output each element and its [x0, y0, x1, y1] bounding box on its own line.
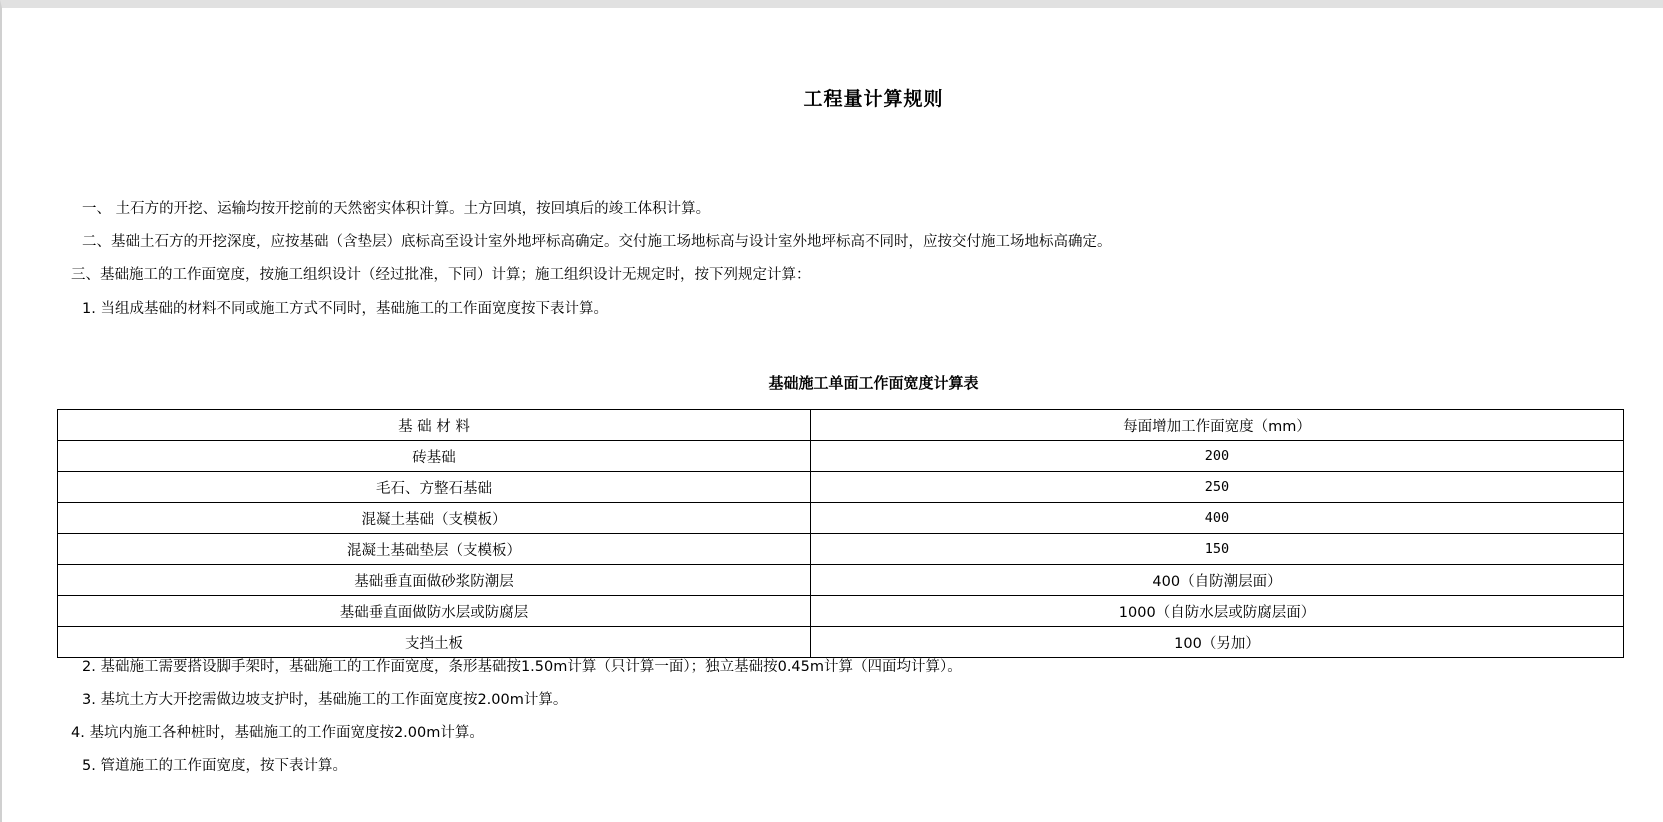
width-cell: 250	[811, 472, 1624, 503]
table-title: 基础施工单面工作面宽度计算表	[768, 374, 979, 392]
work-surface-width-table	[57, 409, 1624, 658]
header-material: 基 础 材 料	[58, 410, 811, 441]
table-row	[58, 534, 1624, 565]
paragraph-4: 1. 当组成基础的材料不同或施工方式不同时，基础施工的工作面宽度按下表计算。	[82, 301, 608, 317]
width-cell: 100（另加）	[811, 627, 1624, 658]
header-width: 每面增加工作面宽度（mm）	[811, 410, 1624, 441]
table-row	[58, 627, 1624, 658]
table-header-row	[58, 410, 1624, 441]
document-title: 工程量计算规则	[803, 88, 944, 110]
table-row	[58, 596, 1624, 627]
note-3: 3. 基坑土方大开挖需做边坡支护时，基础施工的工作面宽度按2.00m计算。	[82, 692, 568, 708]
note-5: 5. 管道施工的工作面宽度，按下表计算。	[82, 758, 347, 774]
table-row	[58, 441, 1624, 472]
width-cell: 400	[811, 503, 1624, 534]
width-cell: 400（自防潮层面）	[811, 565, 1624, 596]
material-cell: 基础垂直面做砂浆防潮层	[58, 565, 811, 596]
note-2: 2. 基础施工需要搭设脚手架时，基础施工的工作面宽度，条形基础按1.50m计算（只计算一面）；独立基础按0.45m计算（四面均计算）。	[82, 659, 962, 675]
paragraph-1: 一、 土石方的开挖、运输均按开挖前的天然密实体积计算。土方回填，按回填后的竣工体积计算。	[82, 201, 711, 217]
material-cell: 砖基础	[58, 441, 811, 472]
width-cell: 200	[811, 441, 1624, 472]
note-4: 4. 基坑内施工各种桩时，基础施工的工作面宽度按2.00m计算。	[71, 725, 484, 741]
width-cell: 1000（自防水层或防腐层面）	[811, 596, 1624, 627]
material-cell: 毛石、方整石基础	[58, 472, 811, 503]
material-cell: 支挡土板	[58, 627, 811, 658]
material-cell: 基础垂直面做防水层或防腐层	[58, 596, 811, 627]
table-row	[58, 503, 1624, 534]
table-row	[58, 472, 1624, 503]
material-cell: 混凝土基础（支模板）	[58, 503, 811, 534]
material-cell: 混凝土基础垫层（支模板）	[58, 534, 811, 565]
table-row	[58, 565, 1624, 596]
paragraph-3: 三、基础施工的工作面宽度，按施工组织设计（经过批准，下同）计算；施工组织设计无规定时，按下列规定计算：	[71, 267, 811, 283]
paragraph-2: 二、基础土石方的开挖深度，应按基础（含垫层）底标高至设计室外地坪标高确定。交付施工场地标高与设计室外地坪标高不同时，应按交付施工场地标高确定。	[82, 234, 1112, 250]
width-cell: 150	[811, 534, 1624, 565]
